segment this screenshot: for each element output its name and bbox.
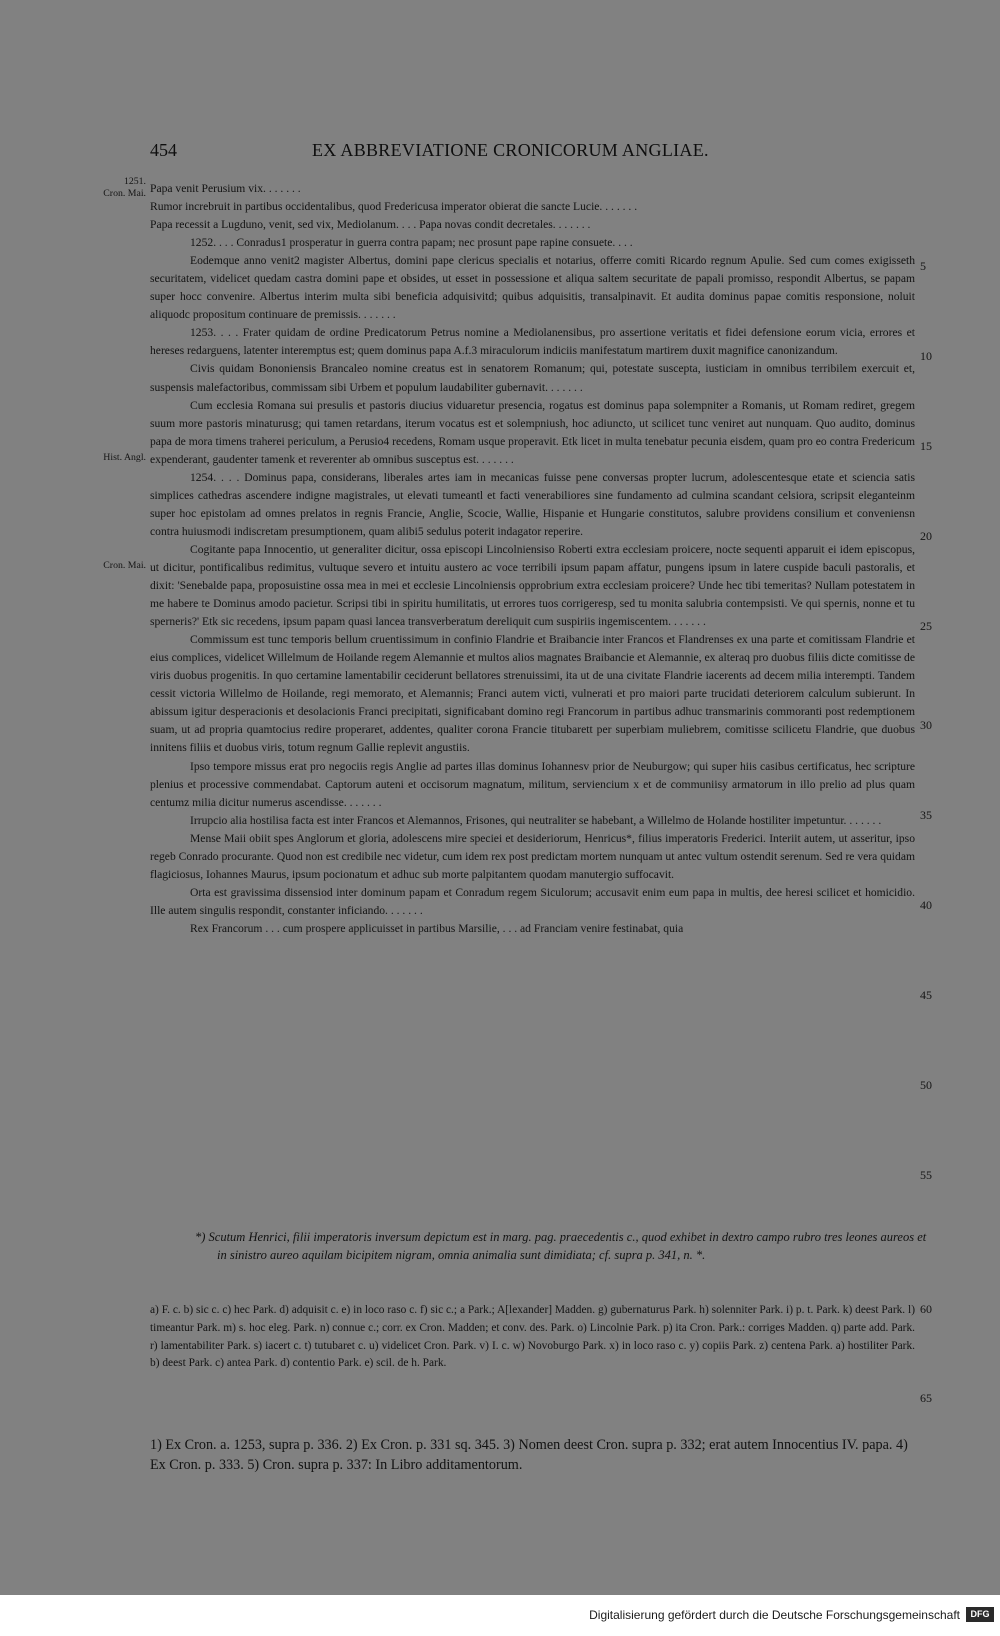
footer-bar [0, 1595, 1000, 1636]
line-number: 20 [920, 529, 932, 543]
running-title: EX ABBREVIATIONE CRONICORUM ANGLIAE. [312, 140, 709, 160]
line-number: 25 [920, 619, 932, 633]
text-line: Rumor increbruit in partibus occidentalibus, quod Fredericusa imperator obierat die sancte Lucie. . . . . . . [150, 200, 638, 214]
line-number: 45 [920, 988, 932, 1002]
paragraph: Orta est gravissima dissensiod inter dominum papam et Conradum regem Siculorum; accusavit enim eum papa in multis, dee heresi scilicet et homicidio. Ille autem singulis respondit, constanter inficiando. . . . . . . [150, 885, 915, 917]
asterisk-footnote: *) Scutum Henrici, filii imperatoris inversum depictum est in marg. pag. praecedentis c., quod exhibet in dextro campo rubro tres leones aureos et in sinistro aureo aquilam bicipitem nigram, omnia animalia sunt dimidiata; cf. supra p. 341, n. *. [195, 1230, 927, 1262]
line-number: 50 [920, 1078, 932, 1092]
line-number: 60 [920, 1302, 932, 1316]
variant-apparatus [150, 1302, 915, 1373]
margin-note-source: Cron. Mai. [103, 188, 146, 199]
paragraph: Civis quidam Bononiensis Brancaleo nomine creatus est in senatorem Romanum; qui, potestate suscepta, iusticiam in omnibus terribilem exercuit et, suspensis malefactoribus, commissam sibi Urbem et populum laudabiliter gubernavit. . . . . . . [150, 362, 915, 394]
line-number: 65 [920, 1391, 932, 1405]
page-header [150, 140, 925, 168]
paragraph: 1252. . . . Conradus1 prosperatur in guerra contra papam; nec prosunt pape rapine consuete. . . . [190, 236, 633, 250]
source-notes [150, 1435, 925, 1475]
paragraph: 1253. . . . Frater quidam de ordine Predicatorum Petrus nomine a Mediolanensibus, pro assertione veritatis et fidei defensione eorum vicia, errores et hereses redarguens, latenter interemptus est; quem dominus papa A.f.3 miraculorum indiciis manifestatum martirem duxit magnifice canonizandum. [150, 326, 915, 358]
paragraph: 1254. . . . Dominus papa, considerans, liberales artes iam in mecanicas fuisse pene conversas propter lucrum, adolescentesque etate et sciencia satis simplices cathedras ascendere indigne magistrales, ut elevati tumeantl et facti venerabiliores sine fundamento ad culmina scandant celsiora, scripsit eleganteinm super hoc epistolam ad omnes prelatos in regnis Francie, Anglie, Scocie, Wallie, Hispanie et Hungarie constitutos, salubre providens consilium et conveniensn contra huiusmodi indiscretam presumptionem, quam alibi5 sedulus poterit indagator reperire. [150, 470, 915, 538]
paragraph: Ipso tempore missus erat pro negociis regis Anglie ad partes illas dominus Iohannesv prior de Neuburgow; qui super hiis casibus certificatus, hec scripture plenius et processive commendabat. Captorum auteni et occisorum magnatum, militum, serviencium x et de communiisy armatorum in illo prelio ad plus quam centumz milia dicitur numerus ascendisse. . . . . . . [150, 759, 915, 809]
margin-note-year: 1251. [123, 176, 146, 187]
paragraph: Cum ecclesia Romana sui presulis et pastoris diucius viduaretur presencia, rogatus est dominus papa solempniter a Romanis, ut Romam rediret, gregem suum more pastoris minaturusg; qui tamen retardans, iterum vocatus est et solempniush, hoc adiuncto, ut scilicet tunc veniret aut nunquam. Quo audito, dominus papa de mora timens traherei periculum, a Perusio4 recedens, Romam usque properavit. Etk licet in multa tenebatur pecunia eisdem, quam pro eo contra Fredericum expenderant, gaudenter tamenk et reverenter ab omnibus susceptus est. . . . . . . [150, 398, 915, 466]
margin-note-source: Cron. Mai. [103, 560, 146, 571]
text-line: Papa venit Perusium vix. . . . . . . [150, 182, 301, 195]
source-notes-text: 1) Ex Cron. a. 1253, supra p. 336. 2) Ex Cron. p. 331 sq. 345. 3) Nomen deest Cron. supra p. 332; erat autem Innocentius IV. papa. 4) Ex Cron. p. 333. 5) Cron. supra p. 337: In Libro additamentorum. [150, 1437, 908, 1473]
text-line: Papa recessit a Lugduno, venit, sed vix, Mediolanum. . . . Papa novas condit decretales. . . . . . . [150, 218, 591, 232]
paragraph: Eodemque anno venit2 magister Albertus, domini pape clericus specialis et notarius, offerre comiti Ricardo regnum Apulie. Sed cum comes exigisseth securitatem, videlicet quedam castra domini pape et obsides, ut esset in possessione et aliqua saltem securitate de papali promisso, respondit Albertus, se papam super hocc convenire. Albertus interim multa sibi beneficia adquisivitd; quibus adquisitis, transalpinavit. Et audita dominus papae comitis responsione, noluit aliquodc propositum continuare de premissis. . . . . . . [150, 254, 915, 322]
variant-notes: a) F. c. b) sic c. c) hec Park. d) adquisit c. e) in loco raso c. f) sic c.; a Park.; A[lexander] Madden. g) gubernaturus Park. h) solenniter Park. i) p. t. Park. k) deest Park. l) timeantur Park. m) s. hoc eleg. Park. n) connue c.; corr. ex Cron. Madden; et conv. des. Park. o) Lincolnie Park. p) ita Cron. Park.: corriges Madden. q) parte add. Park. r) lamentabiliter Park. s) iacert c. t) tutubaret c. u) videlicet Cron. Park. v) I. c. w) Novoburgo Park. x) in loco raso c. y) copiis Park. z) centena Park. a) hostiliter Park. b) deest Park. c) antea Park. d) contentio Park. e) scil. de h. Park. [150, 1304, 915, 1370]
line-number: 15 [920, 439, 932, 453]
line-number: 30 [920, 718, 932, 732]
funding-credit: Digitalisierung gefördert durch die Deutsche Forschungsgemeinschaft [589, 1608, 960, 1622]
page-number: 454 [150, 140, 177, 160]
line-number: 55 [920, 1168, 932, 1182]
line-number: 35 [920, 808, 932, 822]
line-number: 5 [920, 259, 926, 273]
line-number: 10 [920, 349, 932, 363]
line-number: 40 [920, 898, 932, 912]
paragraph: Mense Maii obiit spes Anglorum et gloria, adolescens mire speciei et desideriorum, Henricus*, filius imperatoris Frederici. Interiit autem, ut asseritur, ipso regeb Conrado procurante. Quod non est credibile nec videtur, cum idem rex post predictam mortem nunquam ut antec vultum ostendit serenum. Sed re vera quidam flagiciosus, Iohannes Maurus, ipsum pocionatum et adhuc sub morte palpitantem quodam manutergio suffocavit. [150, 831, 915, 881]
paragraph: Rex Francorum . . . cum prospere applicuisset in partibus Marsilie, . . . ad Franciam venire festinabat, quia [190, 921, 684, 935]
paragraph: Cogitante papa Innocentio, ut generaliter dicitur, ossa episcopi Lincolniensiso Roberti extra ecclesiam proicere, nocte sequenti apparuit ei idem episcopus, ut dicitur, pontificalibus redimitus, vultuque severo et intuitu austero ac voce terribili ipsum papam affatur, pungens ipsum in latere cuspide baculi pastoralis, et dixit: 'Senebalde papa, proposuistine ossa mea in mei et ecclesie Lincolniensis opprobrium extra ecclesiam proicere? Unde hec tibi temeritas? Nullam potestatem in me habere te Dominus amodo pacietur. Scripsi tibi in spiritu humilitatis, ut errores tuos corrigeresp, sed tu monita salubria contempsisti. Ve qui spernis, nonne et tu sperneris?' Etk sic recedens, ipsum papam quasi lancea transverberatum dereliquit cum suspiriis ingemiscentem. . . . . . . [150, 542, 915, 629]
paragraph: Irrupcio alia hostilisa facta est inter Francos et Alemannos, Frisones, qui neutraliter se habebant, a Willelmo de Holande hostiliter impetuntur. . . . . . . [190, 813, 882, 827]
dfg-logo-icon: DFG [966, 1607, 994, 1622]
margin-note-source: Hist. Angl. [103, 452, 146, 463]
paragraph: Commissum est tunc temporis bellum cruentissimum in confinio Flandrie et Braibancie inter Francos et Flandrenses ex una parte et comitissam Flandrie et eius complices, videlicet Willelmum de Hoilande regem Alemannie et multos alios magnates Braibancie et Alemannie, ex alteraq pro duobus filiis dicte comitisse de viris duobus progenitis. In quo certamine lamentabilir ceciderunt bellatores strenuissimi, ita ut de una civitate Flandrie iacerents ad decem milia interempti. Tandem cessit victoria Willelmo de Hoilande, regi memorato, et Alemannis; Franci autem victi, vulnerati et pro maiori parte trucidati deteriorem calculum subierunt. In abissum igitur desperacionis et desolacionis Franci precipitati, significabant domino regi Francorum in partibus adhuc transmarinis commoranti post redemptionem suam, ut ad propria quamtocius redire properaret, addentes, qualiter corona Francie titubarett per superbiam muliebrem, comitisse scilicetu Flandrie, que duobus innitens filiis et duobus viris, totum regnum Gallie replevit angustiis. [150, 633, 915, 755]
main-text [150, 180, 915, 938]
